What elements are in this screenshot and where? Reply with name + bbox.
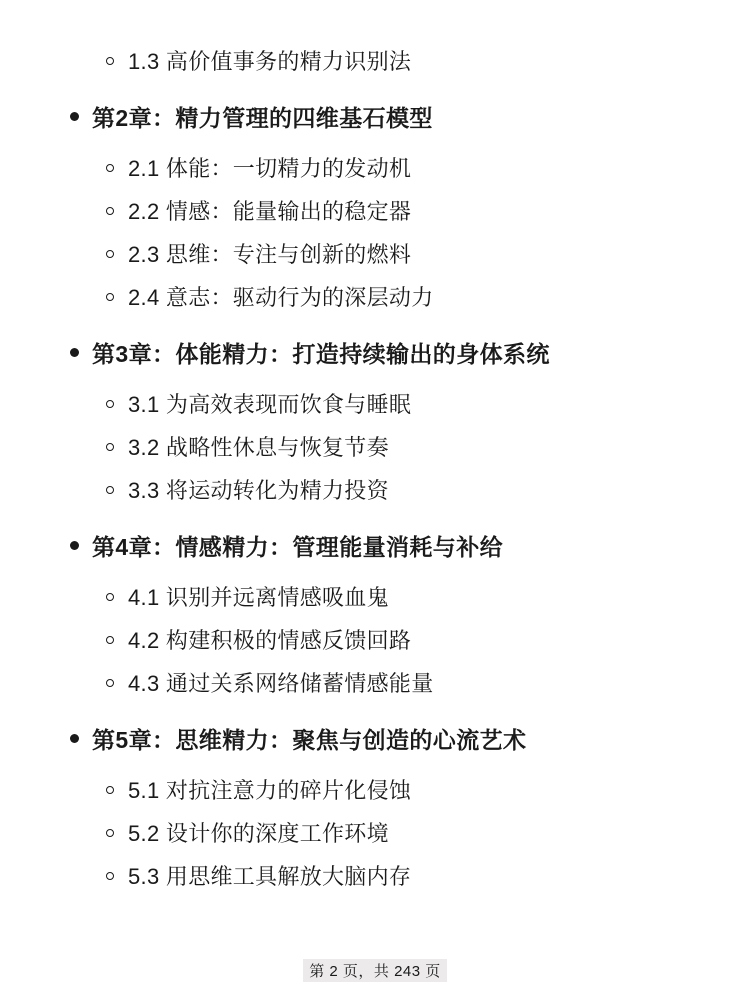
section-list [56,383,694,512]
section-label: 5.2 设计你的深度工作环境 [128,821,389,846]
section-label: 4.1 识别并远离情感吸血鬼 [128,585,389,610]
list-item[interactable] [56,619,694,662]
chapter-label: 第3章：体能精力：打造持续输出的身体系统 [92,341,550,367]
hollow-bullet-icon [106,57,114,65]
hollow-bullet-icon [106,679,114,687]
hollow-bullet-icon [106,443,114,451]
chapter-label: 第2章：精力管理的四维基石模型 [92,105,433,131]
section-label: 2.4 意志：驱动行为的深层动力 [128,285,434,310]
spacer [56,83,694,95]
list-item[interactable] [56,147,694,190]
section-label: 4.3 通过关系网络储蓄情感能量 [128,671,434,696]
section-label: 3.3 将运动转化为精力投资 [128,478,389,503]
list-item[interactable] [56,426,694,469]
page-footer [0,959,750,982]
section-label: 2.3 思维：专注与创新的燃料 [128,242,412,267]
section-label: 5.1 对抗注意力的碎片化侵蚀 [128,778,412,803]
list-item[interactable] [56,190,694,233]
hollow-bullet-icon [106,636,114,644]
section-label: 1.3 高价值事务的精力识别法 [128,49,412,74]
page-number-label: 第 2 页，共 243 页 [303,959,447,982]
list-item[interactable] [56,812,694,855]
list-item[interactable] [56,662,694,705]
spacer [56,319,694,331]
hollow-bullet-icon [106,486,114,494]
list-item[interactable] [56,855,694,898]
hollow-bullet-icon [106,293,114,301]
list-item[interactable] [56,524,694,570]
list-item[interactable] [56,769,694,812]
section-list [56,576,694,705]
spacer [56,512,694,524]
filled-bullet-icon [70,348,79,357]
chapter-label: 第5章：思维精力：聚焦与创造的心流艺术 [92,727,527,753]
table-of-contents [56,40,694,898]
section-label: 2.2 情感：能量输出的稳定器 [128,199,412,224]
section-label: 3.2 战略性休息与恢复节奏 [128,435,389,460]
hollow-bullet-icon [106,593,114,601]
list-item[interactable] [56,95,694,141]
filled-bullet-icon [70,112,79,121]
list-item[interactable] [56,383,694,426]
hollow-bullet-icon [106,786,114,794]
spacer [56,705,694,717]
hollow-bullet-icon [106,207,114,215]
section-label: 5.3 用思维工具解放大脑内存 [128,864,412,889]
hollow-bullet-icon [106,872,114,880]
section-label: 4.2 构建积极的情感反馈回路 [128,628,412,653]
section-list [56,147,694,319]
hollow-bullet-icon [106,400,114,408]
section-list [56,769,694,898]
hollow-bullet-icon [106,250,114,258]
list-item[interactable] [56,276,694,319]
list-item[interactable] [56,40,694,83]
hollow-bullet-icon [106,829,114,837]
chapter-label: 第4章：情感精力：管理能量消耗与补给 [92,534,503,560]
filled-bullet-icon [70,541,79,550]
section-label: 2.1 体能：一切精力的发动机 [128,156,412,181]
section-label: 3.1 为高效表现而饮食与睡眠 [128,392,412,417]
list-item[interactable] [56,469,694,512]
list-item[interactable] [56,233,694,276]
filled-bullet-icon [70,734,79,743]
hollow-bullet-icon [106,164,114,172]
list-item[interactable] [56,717,694,763]
list-item[interactable] [56,331,694,377]
list-item[interactable] [56,576,694,619]
